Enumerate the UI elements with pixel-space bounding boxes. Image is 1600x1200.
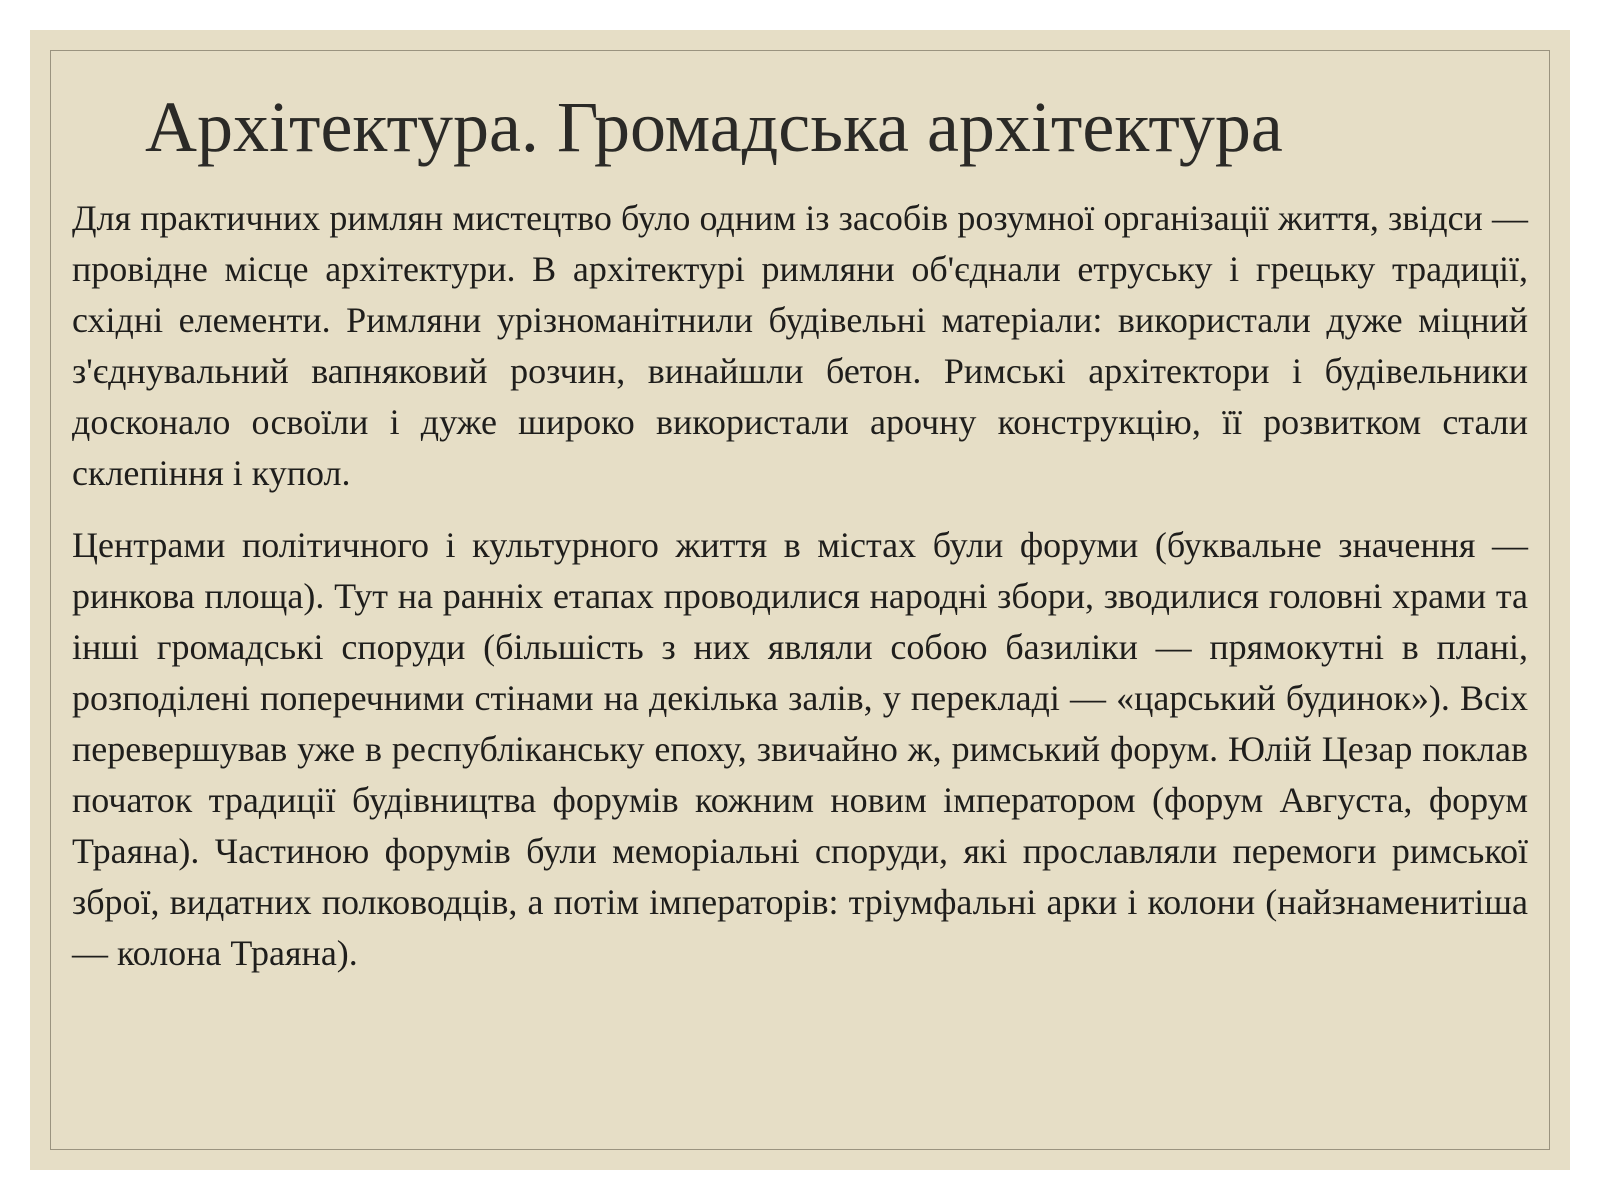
paragraph-architecture-overview: Для практичних римлян мистецтво було одним із засобів розумної організації життя, звідси — провідне місце архітектури. В архітектурі римляни об'єднали етруську і грецьку традиції, східні елементи. Римляни урізноманітнили будівельні матеріали: використали дуже міцний з'єднувальний вапняковий розчин, винайшли бетон. Римські архітектори і будівельники досконало освоїли і дуже широко використали арочну конструкцію, її розвитком стали склепіння і купол. <box>72 198 1528 493</box>
slide-body <box>72 193 1528 979</box>
paragraph-forums: Центрами політичного і культурного життя в містах були форуми (буквальне значення — ринкова площа). Тут на ранніх етапах проводилися народні збори, зводилися головні храми та інші громадські споруди (більшість з них являли собою базиліки — прямокутні в плані, розподілені поперечними стінами на декілька залів, у перекладі — «царський будинок»). Всіх перевершував уже в республіканську епоху, звичайно ж, римський форум. Юлій Цезар поклав початок традиції будівництва форумів кожним новим імператором (форум Августа, форум Траяна). Частиною форумів були меморіальні споруди, які прославляли перемоги римської зброї, видатних полководців, а потім імператорів: тріумфальні арки і колони (найзнаменитіша — колона Траяна). <box>72 525 1528 973</box>
slide <box>30 30 1570 1170</box>
slide-title: Архітектура. Громадська архітектура <box>145 87 1283 167</box>
